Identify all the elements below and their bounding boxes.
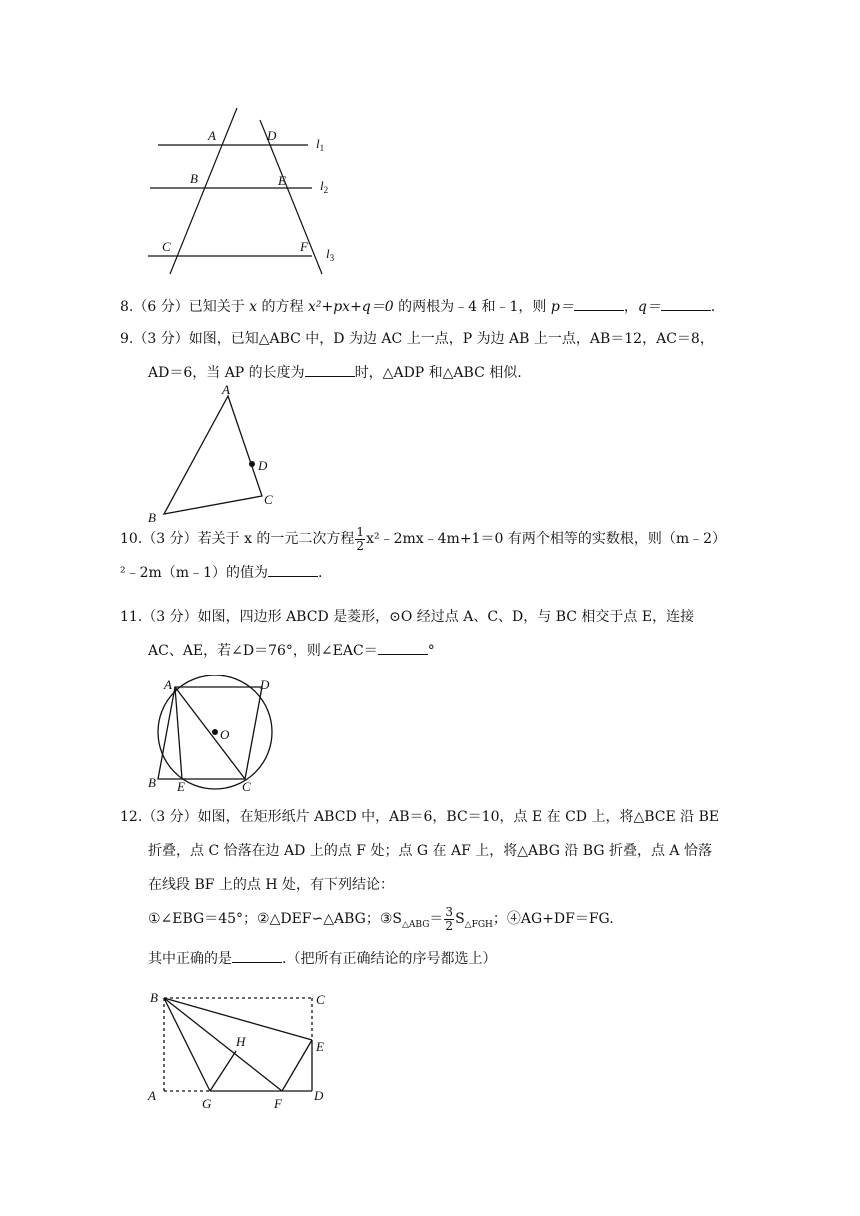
label-e: E xyxy=(278,173,286,188)
label-e: E xyxy=(316,1039,324,1054)
label-h: H xyxy=(236,1034,246,1049)
label-a: A xyxy=(164,677,172,692)
answer-blank-p[interactable] xyxy=(574,296,624,311)
label-c: C xyxy=(316,992,325,1007)
rhombus-circle-figure xyxy=(140,675,290,800)
score: （3 分） xyxy=(142,809,198,825)
label-f: F xyxy=(274,1096,282,1111)
fraction: $\frac{1}{2}$ xyxy=(356,524,365,553)
answer-blank[interactable] xyxy=(305,362,355,377)
equation: x²+px+q＝0 xyxy=(307,299,394,315)
label-c: C xyxy=(162,239,171,254)
label-a: A xyxy=(222,382,230,397)
line-label-l2: $l_2$ xyxy=(320,178,329,195)
question-8: 8.（6 分）已知关于 x 的方程 x²+px+q＝0 的两根为﹣4 和﹣1，则 p＝ ，q＝ . xyxy=(120,290,740,324)
label-g: G xyxy=(202,1096,212,1111)
label-b: B xyxy=(148,775,156,790)
conclusions: ①∠EBG＝45°；②△DEF∽△ABG；$③S_{\triangle ABG}=$ $\frac{3}{2}$ $S_{\triangle FGH}$；④AG+DF＝FG. xyxy=(148,904,614,933)
answer-blank[interactable] xyxy=(268,562,318,577)
score: （6 分） xyxy=(133,299,189,315)
score: （3 分） xyxy=(133,331,189,347)
question-10: 10.（3 分）若关于 x 的一元二次方程 $\frac{1}{2}$ x²﹣2mx﹣4m+1＝0 有两个相等的实数根，则（m﹣2） ²﹣2m（m﹣1）的值为 . xyxy=(120,524,727,581)
triangle-abc-figure xyxy=(140,382,290,527)
question-number: 8. xyxy=(120,299,134,315)
score: （3 分） xyxy=(142,531,198,547)
score: （3 分） xyxy=(142,609,198,625)
label-f: F xyxy=(300,239,308,254)
fraction: $\frac{3}{2}$ xyxy=(445,904,454,933)
question-9: 9.（3 分）如图，已知△ABC 中，D 为边 AC 上一点，P 为边 AB 上一点，AB＝12，AC＝8， AD＝6，当 AP 的长度为 时，△ADP 和△ABC 相似. xyxy=(120,331,714,381)
label-b: B xyxy=(150,990,158,1005)
question-number: 10. xyxy=(120,531,143,547)
question-number: 11. xyxy=(120,609,143,625)
label-c: C xyxy=(242,779,251,794)
question-11: 11.（3 分）如图，四边形 ABCD 是菱形，⊙O 经过点 A、C、D，与 BC 相交于点 E，连接 AC、AE，若∠D＝76°，则∠EAC＝ ° xyxy=(120,609,695,659)
label-d: D xyxy=(258,458,268,473)
label-c: C xyxy=(264,492,273,507)
parallel-lines-figure xyxy=(140,100,360,280)
answer-blank-q[interactable] xyxy=(661,296,711,311)
label-a: A xyxy=(148,1088,156,1103)
question-number: 9. xyxy=(120,331,134,347)
line-label-l1: $l_1$ xyxy=(316,136,325,153)
line-label-l3: $l_3$ xyxy=(326,246,335,263)
label-b: B xyxy=(148,510,156,525)
label-d: D xyxy=(267,128,277,143)
label-d: D xyxy=(314,1088,324,1103)
label-e: E xyxy=(177,779,185,794)
label-a: A xyxy=(208,128,216,143)
label-b: B xyxy=(190,171,198,186)
label-d: D xyxy=(260,677,270,692)
rectangle-fold-figure xyxy=(140,988,340,1113)
question-12: 12.（3 分）如图，在矩形纸片 ABCD 中，AB＝6，BC＝10，点 E 在 CD 上，将△BCE 沿 BE 折叠，点 C 恰落在边 AD 上的点 F 处；点 G 在 AF 上，将△ABG 沿 BG 折叠，点 A 恰落 在线段 BF 上的点 H 处，有下列结论： ①∠EBG＝45°；②△DEF∽△ABG；$③S_{\triangle ABG}=$ $\frac{3}{2}$ $S_{\triangle FGH}$；④AG+DF＝FG. 其中正确的是 .（把所有正确结论的序号都选上） xyxy=(120,800,740,976)
label-o: O xyxy=(220,727,230,742)
answer-blank[interactable] xyxy=(232,948,282,963)
question-number: 12. xyxy=(120,809,143,825)
answer-blank[interactable] xyxy=(378,640,428,655)
